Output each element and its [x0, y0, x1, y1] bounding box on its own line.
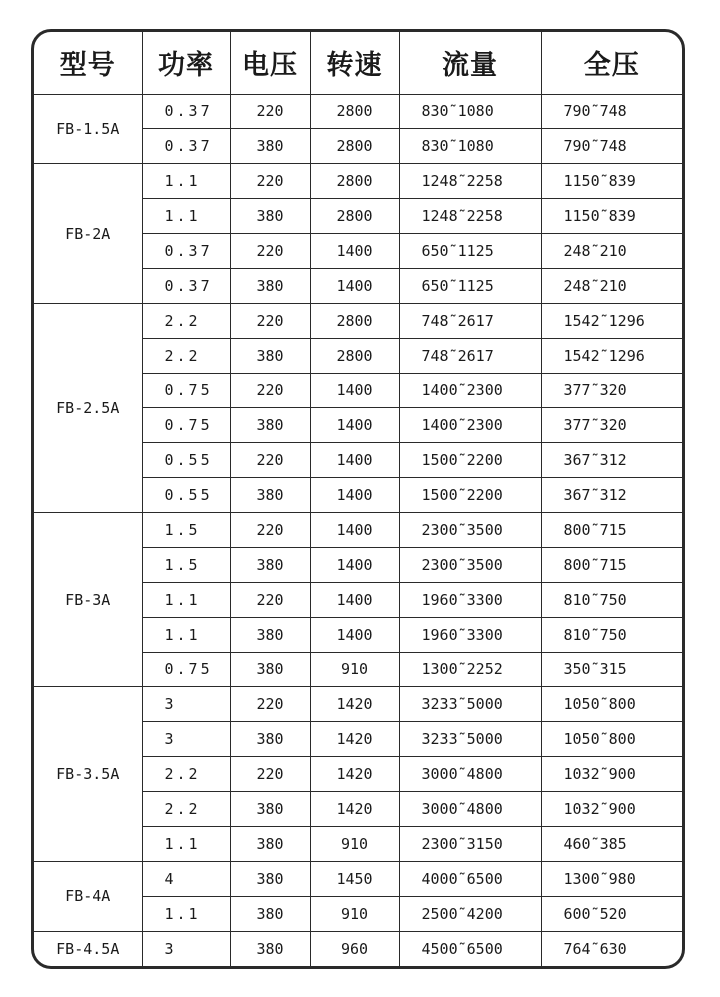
- table-row: [34, 303, 682, 338]
- cell-pressure: 248˜210: [541, 234, 682, 269]
- cell-flow: 650˜1125: [399, 234, 541, 269]
- cell-speed: 1400: [310, 513, 399, 548]
- cell-voltage: 220: [230, 373, 310, 408]
- cell-power: 0.37: [142, 129, 230, 164]
- cell-pressure: 1050˜800: [541, 687, 682, 722]
- cell-flow: 650˜1125: [399, 268, 541, 303]
- cell-speed: 1400: [310, 617, 399, 652]
- cell-flow: 3000˜4800: [399, 792, 541, 827]
- table-row: [34, 513, 682, 548]
- cell-speed: 910: [310, 896, 399, 931]
- cell-voltage: 380: [230, 652, 310, 687]
- cell-power: 2.2: [142, 792, 230, 827]
- table-body: [34, 94, 682, 966]
- cell-flow: 3000˜4800: [399, 757, 541, 792]
- cell-speed: 2800: [310, 94, 399, 129]
- cell-speed: 1420: [310, 722, 399, 757]
- cell-power: 3: [142, 687, 230, 722]
- cell-power: 3: [142, 722, 230, 757]
- cell-power: 1.5: [142, 547, 230, 582]
- spec-table-frame: [31, 29, 685, 969]
- cell-speed: 1400: [310, 408, 399, 443]
- cell-pressure: 1150˜839: [541, 199, 682, 234]
- cell-model: FB-2A: [34, 164, 142, 304]
- cell-voltage: 220: [230, 513, 310, 548]
- cell-voltage: 220: [230, 582, 310, 617]
- cell-pressure: 377˜320: [541, 373, 682, 408]
- cell-voltage: 380: [230, 547, 310, 582]
- cell-model: FB-1.5A: [34, 94, 142, 164]
- cell-power: 2.2: [142, 338, 230, 373]
- cell-model: FB-4A: [34, 861, 142, 931]
- table-row: [34, 861, 682, 896]
- cell-power: 3: [142, 931, 230, 966]
- cell-flow: 1500˜2200: [399, 443, 541, 478]
- cell-pressure: 367˜312: [541, 443, 682, 478]
- cell-flow: 748˜2617: [399, 303, 541, 338]
- cell-speed: 1400: [310, 443, 399, 478]
- cell-pressure: 460˜385: [541, 826, 682, 861]
- cell-pressure: 800˜715: [541, 513, 682, 548]
- cell-model: FB-3A: [34, 513, 142, 687]
- cell-power: 0.37: [142, 234, 230, 269]
- cell-flow: 748˜2617: [399, 338, 541, 373]
- cell-speed: 1400: [310, 268, 399, 303]
- cell-model: FB-3.5A: [34, 687, 142, 861]
- cell-flow: 1400˜2300: [399, 373, 541, 408]
- cell-flow: 4500˜6500: [399, 931, 541, 966]
- cell-voltage: 380: [230, 408, 310, 443]
- cell-speed: 910: [310, 652, 399, 687]
- cell-flow: 1300˜2252: [399, 652, 541, 687]
- cell-flow: 1248˜2258: [399, 199, 541, 234]
- cell-pressure: 350˜315: [541, 652, 682, 687]
- cell-pressure: 810˜750: [541, 617, 682, 652]
- cell-pressure: 1542˜1296: [541, 338, 682, 373]
- cell-pressure: 790˜748: [541, 94, 682, 129]
- cell-power: 0.75: [142, 408, 230, 443]
- cell-pressure: 248˜210: [541, 268, 682, 303]
- cell-voltage: 380: [230, 478, 310, 513]
- cell-voltage: 220: [230, 164, 310, 199]
- cell-speed: 1400: [310, 582, 399, 617]
- cell-flow: 2300˜3500: [399, 547, 541, 582]
- cell-voltage: 220: [230, 443, 310, 478]
- cell-voltage: 380: [230, 617, 310, 652]
- cell-voltage: 380: [230, 896, 310, 931]
- table-row: [34, 931, 682, 966]
- cell-speed: 910: [310, 826, 399, 861]
- cell-voltage: 220: [230, 94, 310, 129]
- cell-flow: 4000˜6500: [399, 861, 541, 896]
- cell-model: FB-2.5A: [34, 303, 142, 512]
- cell-pressure: 600˜520: [541, 896, 682, 931]
- cell-power: 0.37: [142, 268, 230, 303]
- cell-speed: 2800: [310, 164, 399, 199]
- cell-power: 1.5: [142, 513, 230, 548]
- cell-voltage: 220: [230, 234, 310, 269]
- cell-power: 1.1: [142, 617, 230, 652]
- cell-voltage: 380: [230, 129, 310, 164]
- cell-power: 4: [142, 861, 230, 896]
- cell-pressure: 367˜312: [541, 478, 682, 513]
- cell-pressure: 377˜320: [541, 408, 682, 443]
- cell-flow: 1500˜2200: [399, 478, 541, 513]
- table-row: [34, 94, 682, 129]
- cell-voltage: 220: [230, 757, 310, 792]
- cell-pressure: 1032˜900: [541, 757, 682, 792]
- cell-power: 0.75: [142, 652, 230, 687]
- cell-voltage: 380: [230, 931, 310, 966]
- cell-speed: 960: [310, 931, 399, 966]
- cell-pressure: 790˜748: [541, 129, 682, 164]
- cell-power: 1.1: [142, 164, 230, 199]
- table-row: [34, 687, 682, 722]
- cell-power: 0.55: [142, 443, 230, 478]
- cell-power: 1.1: [142, 582, 230, 617]
- cell-flow: 2300˜3500: [399, 513, 541, 548]
- cell-flow: 1248˜2258: [399, 164, 541, 199]
- cell-speed: 1420: [310, 687, 399, 722]
- cell-voltage: 380: [230, 792, 310, 827]
- cell-speed: 1400: [310, 373, 399, 408]
- cell-voltage: 380: [230, 199, 310, 234]
- cell-pressure: 1300˜980: [541, 861, 682, 896]
- cell-speed: 2800: [310, 199, 399, 234]
- header-row: [34, 32, 682, 94]
- cell-voltage: 380: [230, 861, 310, 896]
- cell-voltage: 380: [230, 338, 310, 373]
- cell-flow: 830˜1080: [399, 94, 541, 129]
- cell-flow: 1960˜3300: [399, 582, 541, 617]
- cell-voltage: 380: [230, 722, 310, 757]
- cell-flow: 1400˜2300: [399, 408, 541, 443]
- header-flow: 流量: [399, 32, 541, 94]
- cell-power: 0.75: [142, 373, 230, 408]
- cell-pressure: 764˜630: [541, 931, 682, 966]
- cell-pressure: 1032˜900: [541, 792, 682, 827]
- cell-speed: 1420: [310, 792, 399, 827]
- header-voltage: 电压: [230, 32, 310, 94]
- cell-speed: 1400: [310, 478, 399, 513]
- cell-power: 0.37: [142, 94, 230, 129]
- cell-pressure: 810˜750: [541, 582, 682, 617]
- cell-speed: 1450: [310, 861, 399, 896]
- header-speed: 转速: [310, 32, 399, 94]
- cell-speed: 1400: [310, 547, 399, 582]
- cell-voltage: 380: [230, 826, 310, 861]
- cell-flow: 3233˜5000: [399, 722, 541, 757]
- cell-speed: 1400: [310, 234, 399, 269]
- cell-voltage: 220: [230, 303, 310, 338]
- fan-spec-table: [34, 32, 682, 966]
- cell-power: 0.55: [142, 478, 230, 513]
- cell-speed: 2800: [310, 338, 399, 373]
- header-model: 型号: [34, 32, 142, 94]
- cell-speed: 2800: [310, 129, 399, 164]
- cell-voltage: 220: [230, 687, 310, 722]
- header-power: 功率: [142, 32, 230, 94]
- cell-pressure: 1542˜1296: [541, 303, 682, 338]
- cell-flow: 2500˜4200: [399, 896, 541, 931]
- cell-power: 1.1: [142, 896, 230, 931]
- cell-speed: 2800: [310, 303, 399, 338]
- cell-flow: 830˜1080: [399, 129, 541, 164]
- cell-flow: 3233˜5000: [399, 687, 541, 722]
- cell-flow: 2300˜3150: [399, 826, 541, 861]
- cell-power: 2.2: [142, 757, 230, 792]
- table-row: [34, 164, 682, 199]
- cell-pressure: 800˜715: [541, 547, 682, 582]
- header-pressure: 全压: [541, 32, 682, 94]
- cell-power: 1.1: [142, 826, 230, 861]
- cell-voltage: 380: [230, 268, 310, 303]
- cell-model: FB-4.5A: [34, 931, 142, 966]
- cell-pressure: 1150˜839: [541, 164, 682, 199]
- cell-speed: 1420: [310, 757, 399, 792]
- cell-pressure: 1050˜800: [541, 722, 682, 757]
- cell-power: 2.2: [142, 303, 230, 338]
- cell-flow: 1960˜3300: [399, 617, 541, 652]
- cell-power: 1.1: [142, 199, 230, 234]
